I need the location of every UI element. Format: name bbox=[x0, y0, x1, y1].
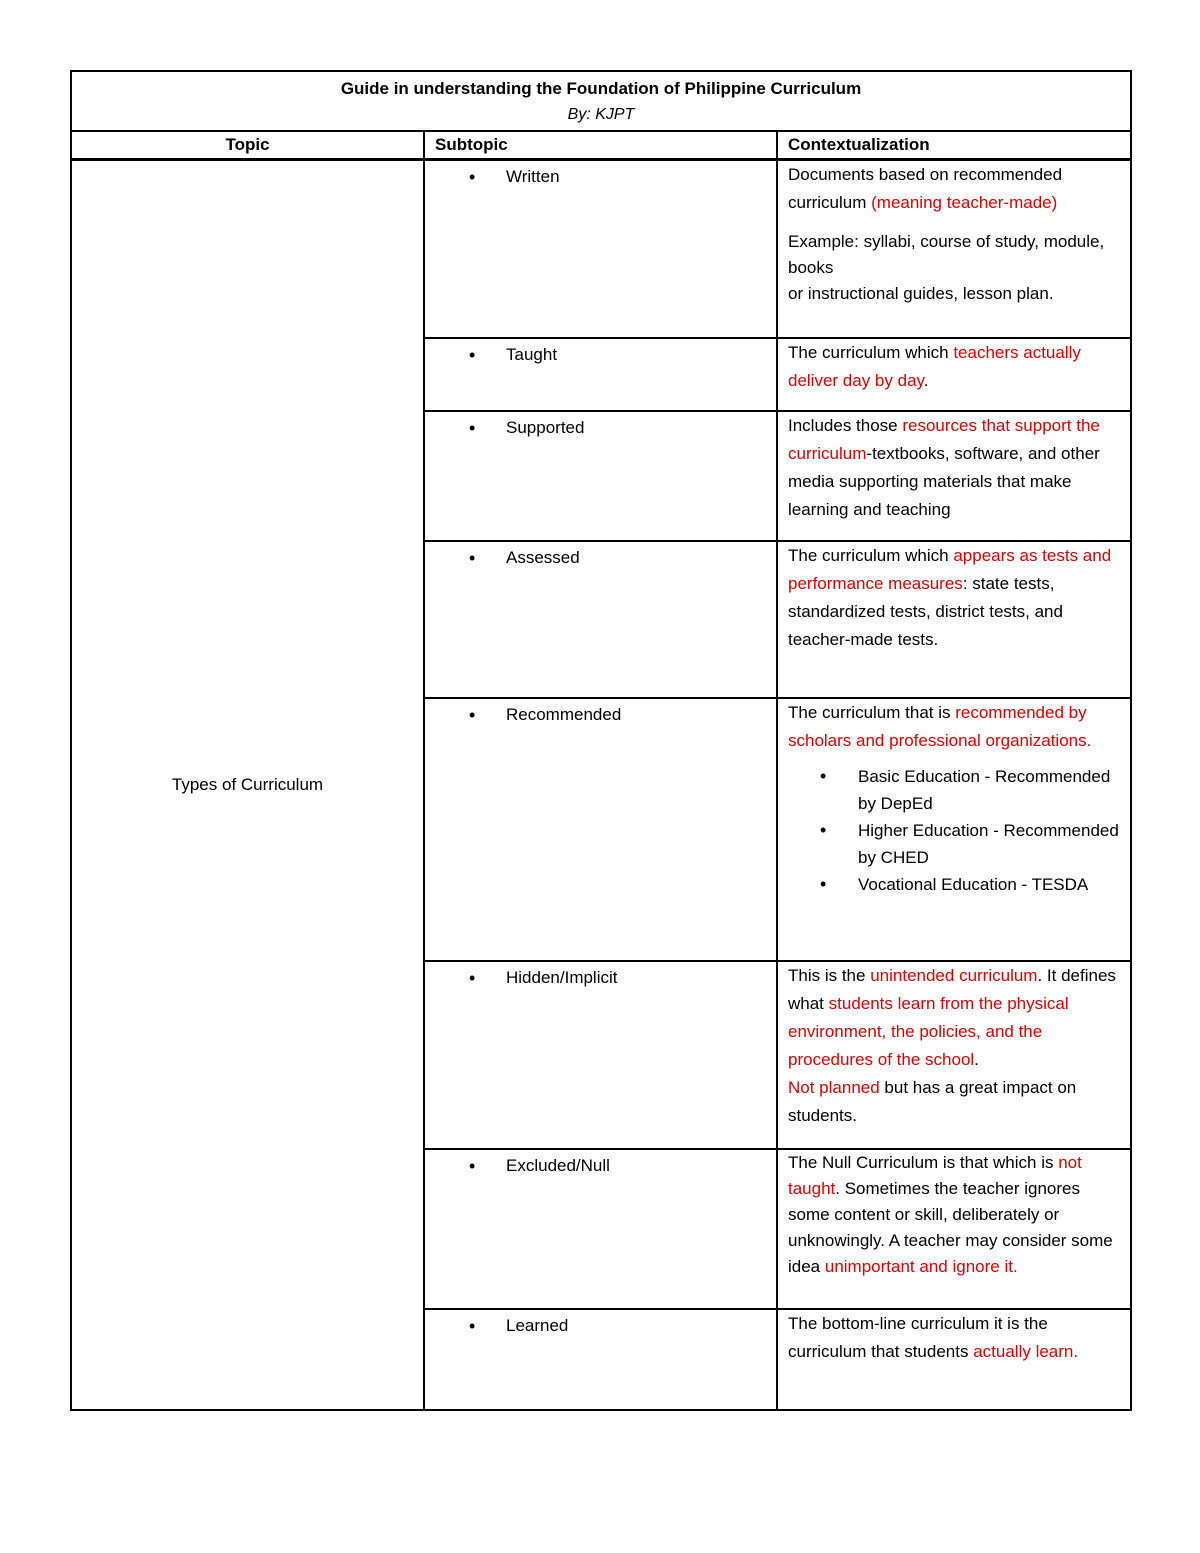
document-title: Guide in understanding the Foundation of Philippine Curriculum bbox=[340, 79, 862, 98]
document-byline: By: KJPT bbox=[567, 106, 635, 123]
column-header-subtopic: Subtopic bbox=[424, 131, 777, 160]
recommended-list bbox=[788, 763, 1122, 898]
subtopic-cell bbox=[424, 338, 777, 411]
column-header-topic: Topic bbox=[71, 131, 424, 160]
ctx-text: : state tests, standardized tests, district tests, and teacher-made tests. bbox=[788, 573, 1063, 649]
ctx-text: The curriculum which bbox=[788, 545, 954, 565]
ctx-text: . Sometimes the teacher ignores some content or skill, deliberately or unknowingly. A teacher may consider some idea bbox=[788, 1178, 1113, 1276]
topic-label: Types of Curriculum bbox=[171, 774, 324, 794]
bullet-icon bbox=[469, 1152, 489, 1181]
ctx-highlight: unintended curriculum bbox=[870, 965, 1038, 985]
bullet-icon bbox=[469, 341, 489, 370]
subtopic-label: Written bbox=[506, 167, 560, 186]
contextualization-cell bbox=[777, 1149, 1131, 1309]
subtopic-label: Learned bbox=[506, 1315, 569, 1335]
ctx-text: Includes those bbox=[788, 415, 903, 435]
ctx-text: The curriculum that is bbox=[788, 702, 956, 722]
ctx-highlight: (meaning teacher-made) bbox=[871, 193, 1058, 212]
ctx-highlight: not taught bbox=[788, 1152, 1082, 1198]
subtopic-label: Assessed bbox=[506, 547, 580, 567]
column-header-row bbox=[71, 131, 1131, 160]
ctx-highlight: students learn from the physical environment, the policies, and the procedures of the school bbox=[788, 993, 1069, 1069]
ctx-text: The bottom-line curriculum it is the curriculum that students bbox=[788, 1313, 1048, 1361]
bullet-icon bbox=[469, 1312, 489, 1341]
ctx-text: . bbox=[923, 370, 929, 390]
subtopic-cell bbox=[424, 541, 777, 698]
ctx-text: This is the bbox=[788, 965, 871, 985]
ctx-highlight: Not planned bbox=[788, 1077, 880, 1097]
bullet-icon bbox=[469, 163, 489, 192]
bullet-icon bbox=[469, 701, 489, 730]
subtopic-cell bbox=[424, 698, 777, 961]
subtopic-label: Supported bbox=[506, 417, 585, 437]
bullet-icon bbox=[469, 964, 489, 993]
ctx-highlight: appears as tests and performance measures bbox=[788, 545, 1112, 593]
subtopic-label: Hidden/Implicit bbox=[506, 967, 618, 987]
list-item: • Higher Education - Recommended by CHED bbox=[858, 817, 1122, 871]
ctx-text: but has a great impact on students. bbox=[788, 1077, 1077, 1125]
contextualization-cell bbox=[777, 160, 1131, 338]
title-cell bbox=[71, 71, 1131, 131]
list-item: • Vocational Education - TESDA bbox=[858, 871, 1122, 898]
subtopic-cell bbox=[424, 1309, 777, 1410]
bullet-icon bbox=[469, 544, 489, 573]
ctx-text: -textbooks, software, and other media supporting materials that make learning and teaching bbox=[788, 443, 1100, 519]
contextualization-cell bbox=[777, 541, 1131, 698]
subtopic-label: Taught bbox=[506, 344, 558, 364]
curriculum-table bbox=[70, 70, 1132, 1411]
subtopic-label: Excluded/Null bbox=[506, 1155, 610, 1175]
subtopic-cell bbox=[424, 1149, 777, 1309]
ctx-highlight: teachers actually deliver day by day bbox=[788, 342, 1081, 390]
contextualization-cell bbox=[777, 1309, 1131, 1410]
ctx-text: The curriculum which bbox=[788, 342, 954, 362]
ctx-text: . It defines what bbox=[788, 965, 1116, 1013]
subtopic-label: Recommended bbox=[506, 704, 622, 724]
contextualization-cell bbox=[777, 411, 1131, 541]
ctx-text: The Null Curriculum is that which is bbox=[788, 1152, 1059, 1172]
subtopic-cell bbox=[424, 961, 777, 1149]
topic-cell bbox=[71, 160, 424, 1410]
contextualization-cell bbox=[777, 338, 1131, 411]
contextualization-cell bbox=[777, 961, 1131, 1149]
column-header-contextualization: Contextualization bbox=[777, 131, 1131, 160]
ctx-text: Example: syllabi, course of study, module, books bbox=[788, 232, 1105, 277]
ctx-text: . bbox=[974, 1049, 979, 1069]
contextualization-cell bbox=[777, 698, 1131, 961]
subtopic-cell bbox=[424, 160, 777, 338]
subtopic-cell bbox=[424, 411, 777, 541]
bullet-icon bbox=[469, 414, 489, 443]
ctx-highlight: resources that support the curriculum bbox=[788, 415, 1100, 463]
list-item: • Basic Education - Recommended by DepEd bbox=[858, 763, 1122, 817]
ctx-highlight: recommended by scholars and professional organizations. bbox=[788, 702, 1092, 750]
ctx-text: Documents based on recommended curriculum bbox=[788, 165, 1063, 212]
ctx-highlight: unimportant and ignore it. bbox=[824, 1256, 1018, 1276]
ctx-highlight: actually learn. bbox=[973, 1341, 1079, 1361]
table-row bbox=[71, 160, 1131, 338]
document-page bbox=[70, 70, 1130, 1411]
ctx-text: or instructional guides, lesson plan. bbox=[788, 284, 1054, 303]
